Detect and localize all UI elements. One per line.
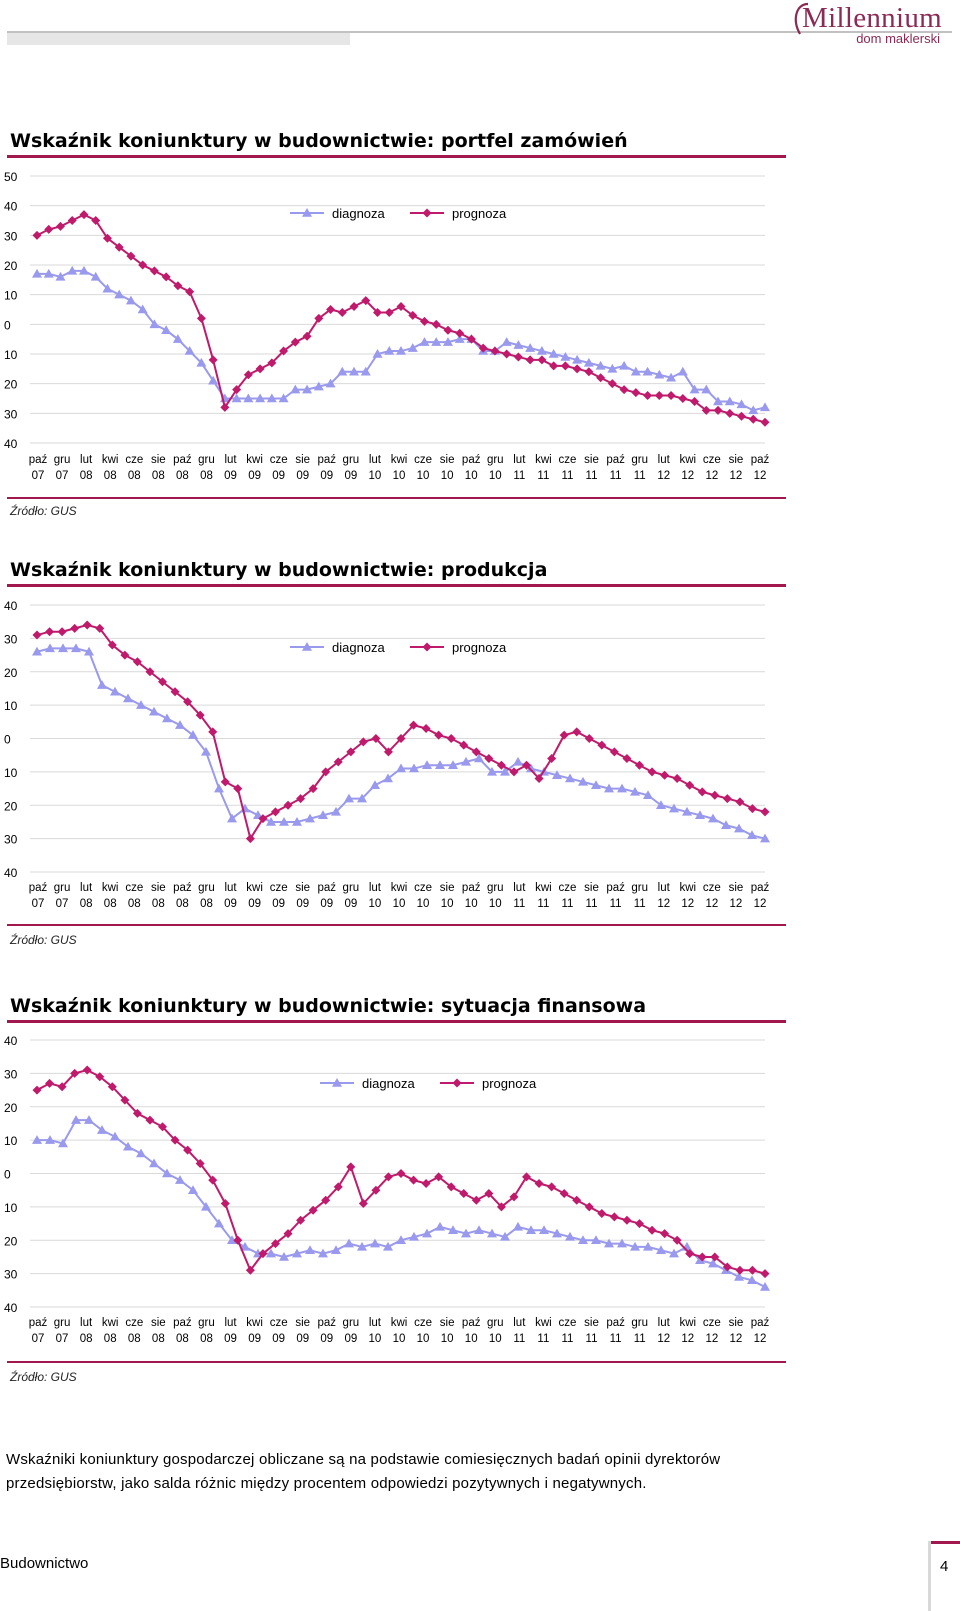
legend-label-diagnoza: diagnoza [332,206,385,221]
chart-title-produkcja: Wskaźnik koniunktury w budownictwie: produkcja [10,559,548,581]
data-point-prognoza [761,1269,770,1278]
x-tick-month: lut [80,882,93,894]
x-tick-year: 08 [176,898,189,910]
x-tick-month: paź [461,1317,481,1329]
data-point-diagnoza [760,1282,770,1291]
x-tick-year: 10 [464,898,478,910]
x-tick-year: 08 [151,470,165,482]
x-tick-year: 09 [272,1333,286,1345]
data-point-prognoza [472,1196,481,1205]
series-line-diagnoza [37,1120,765,1287]
x-tick-year: 09 [248,470,261,482]
x-tick-year: 09 [224,1333,237,1345]
x-tick-month: gru [631,1317,648,1329]
data-point-prognoza [535,1179,544,1188]
x-tick-month: paź [750,454,770,466]
x-tick-month: cze [702,454,721,466]
data-point-prognoza [33,1086,42,1095]
x-tick-month: sie [728,454,744,466]
x-tick-month: lut [368,454,382,466]
x-tick-month: paź [28,454,48,466]
x-tick-year: 09 [320,898,334,910]
x-tick-year: 08 [79,1333,93,1345]
y-tick-label: 10 [4,348,18,362]
x-tick-year: 08 [200,470,213,482]
x-tick-year: 12 [657,1333,671,1345]
x-tick-month: kwi [246,454,263,466]
x-tick-month: gru [342,454,360,466]
x-tick-year: 12 [753,898,767,910]
data-point-prognoza [409,1176,418,1185]
x-tick-month: lut [224,454,237,466]
x-tick-month: paź [750,1317,770,1329]
y-tick-label: 0 [4,732,11,747]
x-tick-year: 12 [705,1333,719,1345]
x-tick-month: sie [150,1317,166,1329]
legend-marker-prognoza [453,1079,462,1088]
x-tick-month: kwi [246,1317,263,1329]
chart-title-sytuacja-finansowa: Wskaźnik koniunktury w budownictwie: sytuacja finansowa [10,995,647,1017]
x-tick-year: 10 [392,470,406,482]
footer-side-bar [928,1541,931,1611]
x-tick-year: 08 [103,1333,117,1345]
x-tick-month: gru [53,454,71,466]
x-tick-month: lut [657,882,670,894]
x-tick-month: paź [606,882,625,894]
x-tick-month: lut [657,454,670,466]
data-point-prognoza [422,1179,431,1188]
x-tick-year: 10 [416,470,430,482]
data-point-diagnoza [175,1175,185,1184]
x-tick-month: gru [631,882,648,894]
y-tick-label: 40 [4,199,18,214]
y-tick-label: 10 [4,1200,18,1215]
x-tick-month: kwi [101,454,119,466]
x-tick-year: 11 [537,470,550,482]
legend-label-prognoza: prognoza [482,1076,537,1091]
data-point-diagnoza [110,1132,120,1141]
x-tick-month: gru [53,1317,71,1329]
chart-bottom-rule [7,1361,786,1363]
x-tick-year: 08 [103,470,117,482]
x-tick-year: 10 [440,470,454,482]
x-tick-year: 12 [681,898,695,910]
data-point-diagnoza [513,1222,523,1231]
x-tick-year: 08 [127,898,141,910]
legend-label-prognoza: prognoza [452,640,507,655]
x-tick-year: 12 [729,470,743,482]
data-point-diagnoza [474,1225,484,1234]
x-tick-month: sie [584,882,599,894]
x-tick-year: 09 [320,470,334,482]
chart-title-portfel: Wskaźnik koniunktury w budownictwie: portfel zamówień [10,130,628,152]
y-tick-label: 40 [4,437,18,451]
data-point-prognoza [145,1116,154,1125]
data-point-prognoza [622,1216,631,1225]
x-tick-year: 12 [657,898,671,910]
x-tick-year: 09 [344,1333,358,1345]
x-tick-month: paź [173,882,192,894]
legend-label-diagnoza: diagnoza [332,640,385,655]
x-tick-year: 10 [416,898,430,910]
x-tick-year: 10 [440,1333,454,1345]
x-tick-month: cze [269,454,288,466]
x-tick-year: 11 [585,1333,598,1345]
footer-accent-bar [928,1541,960,1544]
y-tick-label: 40 [4,599,18,613]
x-tick-year: 08 [200,1333,213,1345]
x-tick-month: gru [486,454,504,466]
x-tick-year: 07 [31,898,45,910]
data-point-prognoza [459,1189,468,1198]
x-tick-month: sie [439,1317,455,1329]
x-tick-month: kwi [535,882,552,894]
y-tick-label: 40 [4,1034,18,1048]
legend-label-prognoza: prognoza [452,206,507,221]
x-tick-year: 09 [296,470,310,482]
x-tick-month: sie [150,454,166,466]
x-tick-year: 09 [272,898,286,910]
x-tick-year: 08 [176,470,189,482]
footer-section-name: Budownictwo [0,1555,89,1572]
logo-name: Millennium [802,2,942,34]
x-tick-year: 07 [31,470,45,482]
x-tick-year: 12 [753,470,767,482]
x-tick-year: 08 [151,898,165,910]
data-point-diagnoza [422,1229,432,1238]
x-tick-month: sie [584,1317,599,1329]
y-tick-label: 30 [4,832,18,847]
x-tick-month: sie [728,882,744,894]
y-tick-label: 20 [4,259,18,273]
x-tick-year: 11 [513,470,526,482]
x-tick-year: 11 [513,898,526,910]
x-tick-month: kwi [390,882,408,894]
x-tick-month: kwi [535,454,552,466]
x-tick-year: 09 [248,1333,261,1345]
x-tick-year: 11 [633,470,646,482]
y-tick-label: 10 [4,699,18,714]
x-tick-month: lut [80,454,93,466]
x-tick-month: lut [657,1317,670,1329]
x-tick-year: 08 [127,1333,141,1345]
methodology-note: Wskaźniki koniunktury gospodarczej obliczane są na podstawie comiesięcznych badań opinii dyrektorów przedsiębiorstw, jako salda różnic między procentem odpowiedzi pozytywnych i negatywnych. [6,1451,721,1492]
y-tick-label: 30 [4,1067,18,1082]
y-tick-label: 20 [4,1100,18,1115]
y-tick-label: 30 [4,632,18,647]
x-tick-year: 09 [248,898,261,910]
x-tick-month: paź [750,882,770,894]
logo-subtitle: dom maklerski [856,31,940,46]
x-tick-month: gru [342,1317,360,1329]
y-tick-label: 40 [4,866,18,880]
x-tick-year: 09 [296,898,310,910]
data-point-prognoza [560,1189,569,1198]
x-tick-year: 11 [513,1333,526,1345]
x-tick-month: cze [414,454,433,466]
x-tick-month: lut [513,882,526,894]
x-tick-month: sie [584,454,599,466]
data-point-prognoza [397,1169,406,1178]
x-tick-month: paź [28,882,48,894]
x-tick-year: 10 [488,898,502,910]
data-point-prognoza [635,1219,644,1228]
x-tick-month: paź [317,882,337,894]
x-tick-year: 12 [705,898,719,910]
x-tick-year: 08 [79,470,93,482]
x-tick-year: 12 [729,898,743,910]
x-tick-year: 11 [561,1333,574,1345]
x-tick-year: 12 [729,1333,743,1345]
x-tick-year: 12 [681,470,695,482]
chart-source: Źródło: GUS [10,504,77,518]
x-tick-month: sie [728,1317,744,1329]
data-point-prognoza [610,1212,619,1221]
y-tick-label: 10 [4,288,18,303]
x-tick-year: 10 [440,898,454,910]
y-tick-label: 50 [4,170,18,184]
y-tick-label: 20 [4,1234,18,1249]
x-tick-month: paź [461,454,481,466]
x-tick-month: gru [53,882,71,894]
x-tick-month: sie [439,882,455,894]
x-tick-month: kwi [535,1317,552,1329]
x-tick-month: lut [368,882,382,894]
page-number: 4 [940,1558,949,1575]
x-tick-year: 12 [753,1333,767,1345]
x-tick-month: cze [558,882,577,894]
x-tick-year: 09 [296,1333,310,1345]
y-tick-label: 20 [4,377,18,392]
x-tick-month: kwi [101,882,119,894]
x-tick-year: 10 [488,470,502,482]
x-tick-year: 08 [79,898,93,910]
x-tick-month: sie [295,1317,311,1329]
data-point-prognoza [648,1226,657,1235]
x-tick-month: kwi [679,882,697,894]
x-tick-month: kwi [101,1317,119,1329]
x-tick-month: lut [368,1317,382,1329]
legend-label-diagnoza: diagnoza [362,1076,415,1091]
x-tick-month: sie [295,454,311,466]
x-tick-month: cze [125,882,144,894]
x-tick-year: 12 [681,1333,695,1345]
x-tick-year: 10 [464,470,478,482]
x-tick-month: lut [224,1317,237,1329]
y-tick-label: 0 [4,318,11,333]
x-tick-month: gru [631,454,648,466]
x-tick-year: 07 [31,1333,45,1345]
y-tick-label: 30 [4,407,18,422]
data-point-prognoza [572,1196,581,1205]
data-point-diagnoza [305,1245,315,1254]
x-tick-month: paź [28,1317,48,1329]
x-tick-month: kwi [679,1317,697,1329]
x-tick-year: 10 [368,470,382,482]
x-tick-year: 11 [633,898,646,910]
x-tick-year: 07 [55,898,69,910]
x-tick-year: 09 [320,1333,334,1345]
x-tick-month: cze [558,1317,577,1329]
x-tick-year: 11 [561,470,574,482]
x-tick-month: cze [414,882,433,894]
x-tick-year: 10 [392,898,406,910]
x-tick-month: kwi [246,882,263,894]
x-tick-month: lut [513,1317,526,1329]
x-tick-month: paź [606,454,625,466]
x-tick-year: 08 [127,470,141,482]
x-tick-year: 11 [537,898,550,910]
x-tick-month: gru [198,454,215,466]
x-tick-year: 12 [657,470,671,482]
x-tick-month: gru [342,882,360,894]
x-tick-month: cze [125,454,144,466]
x-tick-month: kwi [390,1317,408,1329]
x-tick-year: 08 [151,1333,165,1345]
x-tick-month: cze [702,1317,721,1329]
y-tick-label: 0 [4,1167,11,1182]
x-tick-year: 07 [55,470,69,482]
x-tick-year: 09 [224,898,237,910]
y-tick-label: 30 [4,1267,18,1282]
x-tick-month: sie [150,882,166,894]
x-tick-month: cze [269,1317,288,1329]
x-tick-year: 10 [368,1333,382,1345]
x-tick-year: 11 [609,1333,622,1345]
x-tick-month: cze [414,1317,433,1329]
x-tick-month: paź [461,882,481,894]
y-tick-label: 20 [4,799,18,814]
x-tick-year: 10 [464,1333,478,1345]
data-point-prognoza [547,1182,556,1191]
x-tick-year: 11 [585,898,598,910]
x-tick-year: 09 [272,470,286,482]
x-tick-year: 10 [488,1333,502,1345]
y-tick-label: 10 [4,1134,18,1149]
x-tick-year: 11 [537,1333,550,1345]
x-tick-month: paź [317,454,337,466]
x-tick-year: 08 [176,1333,189,1345]
x-tick-month: paź [173,454,192,466]
x-tick-year: 09 [224,470,237,482]
x-tick-year: 08 [200,898,213,910]
x-tick-year: 07 [55,1333,69,1345]
data-point-diagnoza [136,1148,146,1157]
y-tick-label: 40 [4,1301,18,1315]
x-tick-year: 09 [344,898,358,910]
x-tick-year: 11 [609,470,622,482]
x-tick-month: lut [80,1317,93,1329]
data-point-prognoza [45,1079,54,1088]
data-point-diagnoza [435,1222,445,1231]
x-tick-year: 08 [103,898,117,910]
x-tick-month: paź [317,1317,337,1329]
x-tick-month: gru [198,882,215,894]
x-tick-month: gru [198,1317,215,1329]
data-point-diagnoza [331,1245,341,1254]
x-tick-year: 10 [392,1333,406,1345]
x-tick-month: lut [513,454,526,466]
x-tick-month: cze [702,882,721,894]
chart-source: Źródło: GUS [10,1370,77,1384]
y-tick-label: 10 [4,765,18,780]
x-tick-month: paź [606,1317,625,1329]
x-tick-month: kwi [390,454,408,466]
x-tick-month: cze [269,882,288,894]
x-tick-month: lut [224,882,237,894]
x-tick-month: gru [486,882,504,894]
data-point-prognoza [660,1229,669,1238]
data-point-prognoza [585,1202,594,1211]
x-tick-month: kwi [679,454,697,466]
x-tick-month: paź [173,1317,192,1329]
x-tick-year: 11 [633,1333,646,1345]
x-tick-month: cze [558,454,577,466]
x-tick-year: 12 [705,470,719,482]
chart-source: Źródło: GUS [10,933,77,947]
x-tick-month: gru [486,1317,504,1329]
x-tick-month: cze [125,1317,144,1329]
data-point-prognoza [597,1209,606,1218]
x-tick-year: 11 [561,898,574,910]
x-tick-year: 10 [416,1333,430,1345]
y-tick-label: 20 [4,665,18,680]
x-tick-year: 09 [344,470,358,482]
y-tick-label: 30 [4,229,18,244]
x-tick-month: sie [439,454,455,466]
x-tick-year: 11 [609,898,622,910]
x-tick-month: sie [295,882,311,894]
x-tick-year: 10 [368,898,382,910]
x-tick-year: 11 [585,470,598,482]
